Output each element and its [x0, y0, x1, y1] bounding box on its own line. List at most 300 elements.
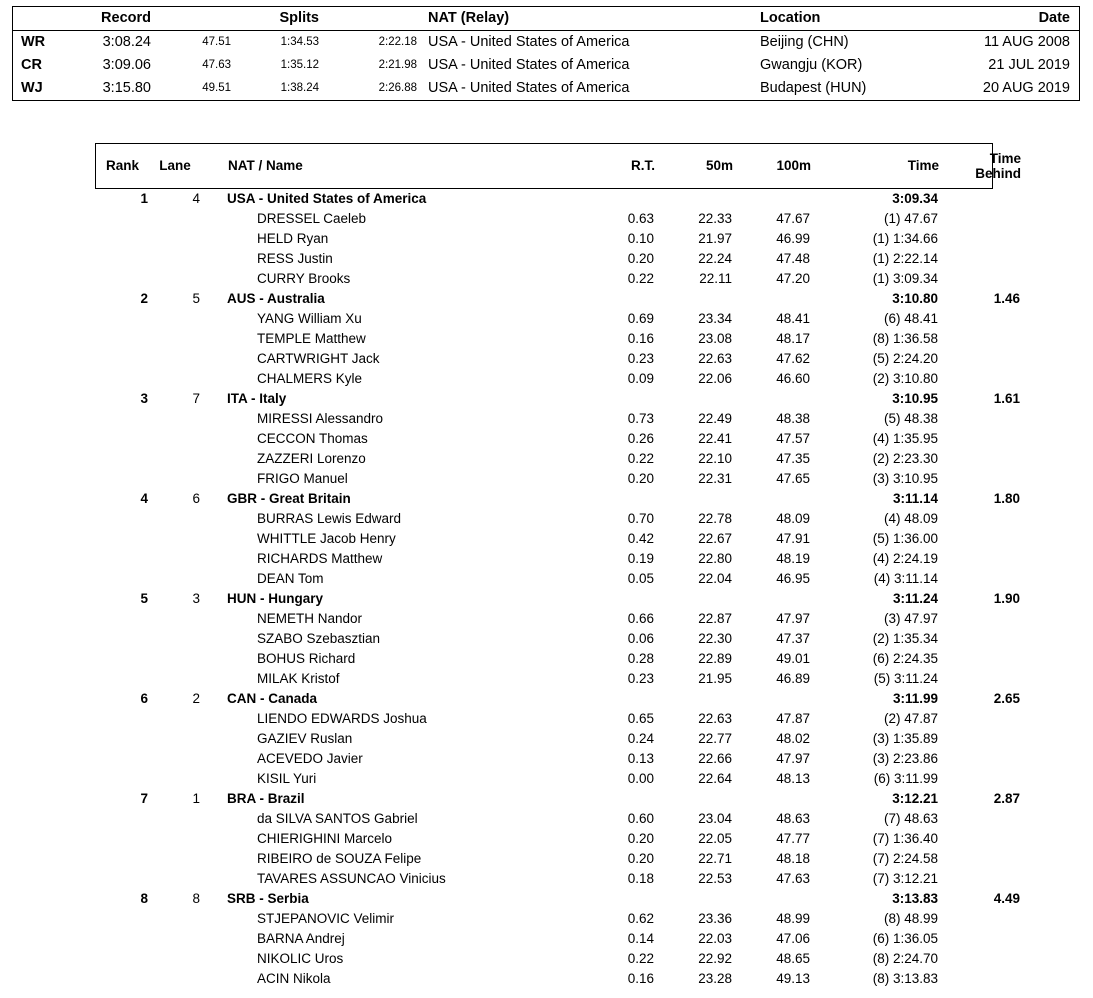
swimmer-rank-spacer: [95, 869, 148, 889]
swimmer-name: NEMETH Nandor: [257, 611, 363, 626]
column-header-reaction-time: R.T.: [630, 158, 655, 173]
swimmer-behind: [938, 609, 1033, 629]
swimmer-rt: 0.24: [627, 731, 654, 746]
swimmer-rank-spacer: [95, 849, 148, 869]
team-lane: 5: [192, 291, 200, 306]
swimmer-100m: 48.19: [776, 551, 810, 566]
swimmer-time: (8) 2:24.70: [872, 951, 938, 966]
results-table-container: [95, 143, 1021, 989]
swimmer-rank-spacer: [95, 529, 148, 549]
swimmer-name: LIENDO EDWARDS Joshua: [257, 711, 427, 726]
swimmer-rt: 0.06: [627, 631, 654, 646]
swimmer-time: (7) 48.63: [883, 811, 938, 826]
record-date: 20 AUG 2019: [982, 80, 1070, 96]
swimmer-50m: 22.77: [698, 731, 732, 746]
swimmer-behind: [938, 929, 1033, 949]
swimmer-row: [95, 409, 1033, 429]
swimmer-100m: 47.65: [776, 471, 810, 486]
swimmer-time: (5) 48.38: [883, 411, 938, 426]
records-header-nat: NAT (Relay): [428, 10, 510, 26]
swimmer-row: [95, 609, 1033, 629]
swimmer-time: (5) 1:36.00: [872, 531, 938, 546]
swimmer-lane-spacer: [148, 769, 200, 789]
column-header-nat-name: NAT / Name: [228, 158, 303, 173]
swimmer-lane-spacer: [148, 529, 200, 549]
swimmer-row: [95, 929, 1033, 949]
swimmer-lane-spacer: [148, 609, 200, 629]
record-time: 3:08.24: [102, 34, 151, 50]
swimmer-time: (5) 3:11.24: [873, 671, 938, 686]
swimmer-50m: 22.05: [698, 831, 732, 846]
swimmer-100m: 47.77: [776, 831, 810, 846]
swimmer-behind: [938, 849, 1033, 869]
swimmer-rank-spacer: [95, 949, 148, 969]
swimmer-name: RICHARDS Matthew: [257, 551, 383, 566]
team-time: 3:09.34: [892, 191, 938, 206]
swimmer-lane-spacer: [148, 409, 200, 429]
swimmer-row: [95, 569, 1033, 589]
swimmer-row: [95, 469, 1033, 489]
swimmer-behind: [938, 309, 1033, 329]
swimmer-row: [95, 269, 1033, 289]
records-header-splits: Splits: [279, 10, 319, 26]
records-table-container: [12, 6, 1080, 101]
team-behind: [938, 189, 1033, 209]
records-header-date: Date: [1038, 10, 1070, 26]
team-time: 3:10.95: [892, 391, 938, 406]
team-nat: BRA - Brazil: [227, 791, 305, 806]
swimmer-time: (7) 1:36.40: [872, 831, 938, 846]
swimmer-behind: [938, 429, 1033, 449]
team-rank: 4: [140, 491, 148, 506]
swimmer-name: CHALMERS Kyle: [257, 371, 363, 386]
swimmer-time: (5) 2:24.20: [872, 351, 938, 366]
record-split-100m: 1:34.53: [280, 36, 319, 48]
team-time: 3:11.14: [892, 491, 938, 506]
swimmer-rt: 0.00: [627, 771, 654, 786]
swimmer-behind: [938, 869, 1033, 889]
swimmer-row: [95, 629, 1033, 649]
swimmer-time: (1) 47.67: [883, 211, 938, 226]
swimmer-name: DRESSEL Caeleb: [257, 211, 367, 226]
swimmer-100m: 48.65: [776, 951, 810, 966]
team-rt: [560, 489, 654, 509]
swimmer-lane-spacer: [148, 449, 200, 469]
swimmer-100m: 46.99: [776, 231, 810, 246]
swimmer-rank-spacer: [95, 249, 148, 269]
swimmer-row: [95, 429, 1033, 449]
team-behind: 1.80: [993, 491, 1020, 506]
record-location: Beijing (CHN): [760, 34, 849, 50]
swimmer-lane-spacer: [148, 209, 200, 229]
column-header-time-behind-line2: Behind: [975, 165, 1021, 181]
team-nat: AUS - Australia: [227, 291, 325, 306]
swimmer-50m: 22.78: [698, 511, 732, 526]
team-time: 3:10.80: [892, 291, 938, 306]
swimmer-behind: [938, 949, 1033, 969]
swimmer-name: DEAN Tom: [257, 571, 324, 586]
records-table-body: [13, 31, 1079, 101]
swimmer-lane-spacer: [148, 729, 200, 749]
records-table: [13, 7, 1079, 100]
swimmer-time: (3) 1:35.89: [872, 731, 938, 746]
results-table-head: [96, 144, 1034, 187]
swimmer-time: (7) 2:24.58: [872, 851, 938, 866]
record-tag: WR: [21, 34, 46, 50]
records-header-split-1: [151, 7, 231, 31]
swimmer-name: NIKOLIC Uros: [257, 951, 344, 966]
swimmer-row: [95, 949, 1033, 969]
swimmer-100m: 48.18: [776, 851, 810, 866]
swimmer-50m: 22.30: [698, 631, 732, 646]
swimmer-time: (2) 2:23.30: [872, 451, 938, 466]
team-100m: [732, 289, 810, 309]
team-50m: [654, 889, 732, 909]
swimmer-50m: 23.08: [698, 331, 732, 346]
record-time: 3:09.06: [102, 57, 151, 73]
team-nat: USA - United States of America: [227, 191, 427, 206]
team-behind: 1.46: [993, 291, 1020, 306]
swimmer-name: SZABO Szebasztian: [257, 631, 381, 646]
team-rank: 3: [140, 391, 148, 406]
swimmer-rt: 0.10: [627, 231, 654, 246]
swimmer-50m: 22.92: [698, 951, 732, 966]
swimmer-50m: 22.66: [698, 751, 732, 766]
swimmer-50m: 22.06: [698, 371, 732, 386]
team-rt: [560, 889, 654, 909]
team-nat: HUN - Hungary: [227, 591, 324, 606]
swimmer-row: [95, 329, 1033, 349]
team-50m: [654, 689, 732, 709]
swimmer-100m: 49.13: [776, 971, 810, 986]
swimmer-rt: 0.09: [627, 371, 654, 386]
swimmer-lane-spacer: [148, 469, 200, 489]
swimmer-rank-spacer: [95, 769, 148, 789]
swimmer-time: (6) 1:36.05: [872, 931, 938, 946]
record-row: [13, 54, 1079, 77]
record-split-50m: 49.51: [202, 82, 231, 94]
swimmer-rank-spacer: [95, 429, 148, 449]
column-header-100m: 100m: [776, 158, 811, 173]
team-100m: [732, 789, 810, 809]
team-lane: 4: [192, 191, 200, 206]
swimmer-behind: [938, 529, 1033, 549]
swimmer-rt: 0.05: [627, 571, 654, 586]
swimmer-row: [95, 809, 1033, 829]
swimmer-name: CURRY Brooks: [257, 271, 351, 286]
records-table-head: [13, 7, 1079, 31]
team-rt: [560, 589, 654, 609]
results-header-box: [95, 143, 1021, 189]
swimmer-rank-spacer: [95, 749, 148, 769]
swimmer-100m: 48.99: [776, 911, 810, 926]
swimmer-behind: [938, 369, 1033, 389]
swimmer-50m: 22.53: [698, 871, 732, 886]
team-row: [95, 589, 1033, 609]
swimmer-time: (3) 47.97: [883, 611, 938, 626]
swimmer-100m: 47.91: [776, 531, 810, 546]
swimmer-50m: 22.63: [698, 351, 732, 366]
swimmer-rt: 0.19: [627, 551, 654, 566]
swimmer-rt: 0.60: [627, 811, 654, 826]
swimmer-behind: [938, 669, 1033, 689]
swimmer-behind: [938, 729, 1033, 749]
swimmer-rt: 0.16: [627, 971, 654, 986]
records-header-row: [13, 7, 1079, 31]
records-header-tag: [13, 7, 73, 31]
swimmer-behind: [938, 509, 1033, 529]
team-rank: 1: [140, 191, 148, 206]
record-split-50m: 47.63: [202, 59, 231, 71]
swimmer-rt: 0.22: [627, 271, 654, 286]
swimmer-rank-spacer: [95, 449, 148, 469]
swimmer-lane-spacer: [148, 969, 200, 989]
swimmer-row: [95, 209, 1033, 229]
swimmer-behind: [938, 909, 1033, 929]
swimmer-row: [95, 969, 1033, 989]
swimmer-lane-spacer: [148, 909, 200, 929]
swimmer-lane-spacer: [148, 349, 200, 369]
swimmer-rt: 0.70: [627, 511, 654, 526]
team-rank: 2: [140, 291, 148, 306]
team-nat: SRB - Serbia: [227, 891, 309, 906]
swimmer-time: (4) 48.09: [883, 511, 938, 526]
column-header-lane: Lane: [159, 158, 191, 173]
swimmer-50m: 23.04: [698, 811, 732, 826]
swimmer-50m: 21.97: [698, 231, 732, 246]
swimmer-100m: 47.57: [776, 431, 810, 446]
swimmer-lane-spacer: [148, 269, 200, 289]
team-rank: 6: [140, 691, 148, 706]
swimmer-row: [95, 249, 1033, 269]
team-lane: 3: [192, 591, 200, 606]
swimmer-rank-spacer: [95, 829, 148, 849]
record-nat: USA - United States of America: [428, 34, 630, 50]
team-behind: 4.49: [993, 891, 1020, 906]
team-nat: ITA - Italy: [227, 391, 287, 406]
swimmer-name: RIBEIRO de SOUZA Felipe: [257, 851, 422, 866]
swimmer-row: [95, 349, 1033, 369]
swimmer-row: [95, 729, 1033, 749]
swimmer-behind: [938, 469, 1033, 489]
swimmer-behind: [938, 709, 1033, 729]
team-rt: [560, 289, 654, 309]
swimmer-time: (1) 1:34.66: [872, 231, 938, 246]
swimmer-name: CHIERIGHINI Marcelo: [257, 831, 393, 846]
swimmer-100m: 46.60: [776, 371, 810, 386]
swimmer-rank-spacer: [95, 929, 148, 949]
team-50m: [654, 389, 732, 409]
swimmer-rank-spacer: [95, 229, 148, 249]
team-rt: [560, 689, 654, 709]
team-row: [95, 689, 1033, 709]
swimmer-name: HELD Ryan: [257, 231, 329, 246]
swimmer-name: da SILVA SANTOS Gabriel: [257, 811, 418, 826]
swimmer-time: (2) 3:10.80: [872, 371, 938, 386]
swimmer-lane-spacer: [148, 949, 200, 969]
swimmer-row: [95, 229, 1033, 249]
team-100m: [732, 189, 810, 209]
swimmer-100m: 48.41: [776, 311, 810, 326]
swimmer-time: (8) 1:36.58: [872, 331, 938, 346]
column-header-time-behind: [939, 144, 1034, 187]
swimmer-name: TAVARES ASSUNCAO Vinicius: [257, 871, 446, 886]
team-row: [95, 489, 1033, 509]
swimmer-rt: 0.23: [627, 671, 654, 686]
swimmer-rt: 0.22: [627, 951, 654, 966]
swimmer-50m: 22.10: [698, 451, 732, 466]
swimmer-row: [95, 869, 1033, 889]
record-date: 11 AUG 2008: [984, 34, 1070, 50]
record-date: 21 JUL 2019: [988, 57, 1070, 73]
swimmer-100m: 47.37: [776, 631, 810, 646]
swimmer-100m: 48.13: [776, 771, 810, 786]
swimmer-row: [95, 829, 1033, 849]
team-time: 3:11.99: [892, 691, 938, 706]
swimmer-lane-spacer: [148, 369, 200, 389]
swimmer-rt: 0.20: [627, 831, 654, 846]
swimmer-100m: 47.97: [776, 751, 810, 766]
swimmer-lane-spacer: [148, 509, 200, 529]
swimmer-behind: [938, 569, 1033, 589]
swimmer-behind: [938, 209, 1033, 229]
swimmer-rank-spacer: [95, 649, 148, 669]
swimmer-100m: 47.48: [776, 251, 810, 266]
swimmer-name: ZAZZERI Lorenzo: [257, 451, 366, 466]
team-nat: GBR - Great Britain: [227, 491, 351, 506]
team-rank: 7: [140, 791, 148, 806]
column-header-50m: 50m: [705, 158, 733, 173]
team-50m: [654, 189, 732, 209]
swimmer-lane-spacer: [148, 429, 200, 449]
team-row: [95, 789, 1033, 809]
record-tag: WJ: [21, 80, 43, 96]
swimmer-lane-spacer: [148, 849, 200, 869]
swimmer-100m: 47.63: [776, 871, 810, 886]
swimmer-name: BURRAS Lewis Edward: [257, 511, 402, 526]
swimmer-rank-spacer: [95, 729, 148, 749]
team-time: 3:12.21: [892, 791, 938, 806]
swimmer-100m: 46.95: [776, 571, 810, 586]
swimmer-rt: 0.65: [627, 711, 654, 726]
swimmer-name: ACEVEDO Javier: [257, 751, 363, 766]
swimmer-rt: 0.14: [627, 931, 654, 946]
swimmer-rank-spacer: [95, 969, 148, 989]
swimmer-rank-spacer: [95, 549, 148, 569]
swimmer-name: CECCON Thomas: [257, 431, 368, 446]
team-row: [95, 889, 1033, 909]
results-header-table: [96, 144, 1034, 187]
swimmer-rt: 0.13: [627, 751, 654, 766]
swimmer-rank-spacer: [95, 369, 148, 389]
swimmer-behind: [938, 269, 1033, 289]
swimmer-50m: 22.33: [698, 211, 732, 226]
swimmer-50m: 22.64: [698, 771, 732, 786]
record-time: 3:15.80: [102, 80, 151, 96]
swimmer-100m: 47.97: [776, 611, 810, 626]
swimmer-100m: 47.62: [776, 351, 810, 366]
swimmer-50m: 22.63: [698, 711, 732, 726]
record-location: Budapest (HUN): [760, 80, 867, 96]
team-100m: [732, 489, 810, 509]
swimmer-row: [95, 669, 1033, 689]
swimmer-row: [95, 549, 1033, 569]
swimmer-rt: 0.62: [627, 911, 654, 926]
swimmer-100m: 47.20: [776, 271, 810, 286]
swimmer-50m: 23.28: [698, 971, 732, 986]
team-rt: [560, 189, 654, 209]
swimmer-rt: 0.69: [627, 311, 654, 326]
swimmer-lane-spacer: [148, 569, 200, 589]
column-header-time-behind-line1: Time: [989, 150, 1021, 166]
swimmer-time: (4) 2:24.19: [872, 551, 938, 566]
swimmer-50m: 22.87: [698, 611, 732, 626]
swimmer-behind: [938, 329, 1033, 349]
record-split-150m: 2:26.88: [378, 82, 417, 94]
results-data-table: [95, 189, 1033, 989]
swimmer-rank-spacer: [95, 709, 148, 729]
swimmer-lane-spacer: [148, 249, 200, 269]
swimmer-100m: 48.02: [776, 731, 810, 746]
results-header-row: [96, 144, 1034, 187]
team-100m: [732, 589, 810, 609]
swimmer-100m: 48.63: [776, 811, 810, 826]
swimmer-lane-spacer: [148, 809, 200, 829]
swimmer-50m: 22.49: [698, 411, 732, 426]
swimmer-name: GAZIEV Ruslan: [257, 731, 353, 746]
swimmer-name: KISIL Yuri: [257, 771, 317, 786]
column-header-time: Time: [907, 158, 939, 173]
swimmer-name: TEMPLE Matthew: [257, 331, 366, 346]
swimmer-row: [95, 649, 1033, 669]
swimmer-rt: 0.20: [627, 471, 654, 486]
swimmer-time: (8) 3:13.83: [872, 971, 938, 986]
records-header-location: Location: [760, 10, 821, 26]
swimmer-rank-spacer: [95, 269, 148, 289]
record-tag: CR: [21, 57, 42, 73]
swimmer-100m: 48.38: [776, 411, 810, 426]
swimmer-50m: 22.04: [698, 571, 732, 586]
record-split-150m: 2:22.18: [378, 36, 417, 48]
swimmer-time: (6) 2:24.35: [872, 651, 938, 666]
team-lane: 2: [192, 691, 200, 706]
swimmer-row: [95, 909, 1033, 929]
swimmer-rank-spacer: [95, 629, 148, 649]
swimmer-name: BARNA Andrej: [257, 931, 345, 946]
swimmer-behind: [938, 829, 1033, 849]
record-split-100m: 1:38.24: [280, 82, 319, 94]
swimmer-name: MILAK Kristof: [257, 671, 340, 686]
swimmer-100m: 46.89: [776, 671, 810, 686]
team-rt: [560, 789, 654, 809]
swimmer-rt: 0.22: [627, 451, 654, 466]
team-time: 3:13.83: [892, 891, 938, 906]
swimmer-name: WHITTLE Jacob Henry: [257, 531, 396, 546]
swimmer-time: (8) 48.99: [883, 911, 938, 926]
swimmer-50m: 22.67: [698, 531, 732, 546]
swimmer-lane-spacer: [148, 229, 200, 249]
swimmer-behind: [938, 749, 1033, 769]
team-50m: [654, 589, 732, 609]
swimmer-behind: [938, 969, 1033, 989]
swimmer-row: [95, 709, 1033, 729]
swimmer-50m: 21.95: [698, 671, 732, 686]
swimmer-lane-spacer: [148, 649, 200, 669]
team-row: [95, 389, 1033, 409]
swimmer-lane-spacer: [148, 669, 200, 689]
swimmer-lane-spacer: [148, 929, 200, 949]
swimmer-row: [95, 769, 1033, 789]
